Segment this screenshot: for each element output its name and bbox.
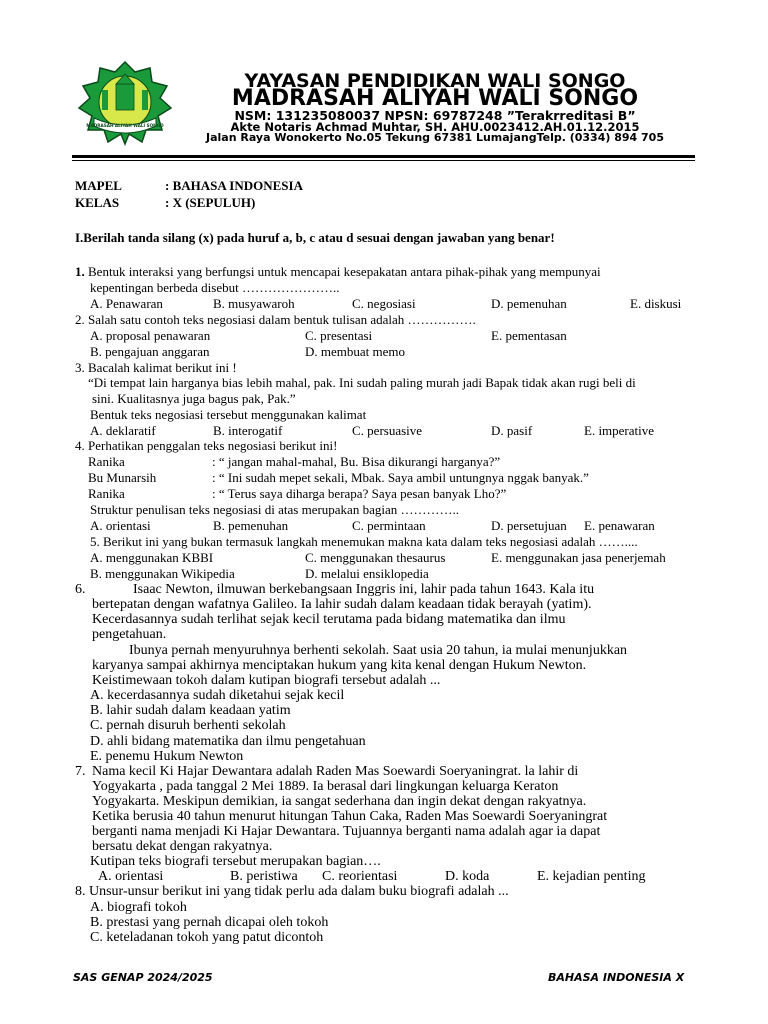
instruction: I.Berilah tanda silang (x) pada huruf a, b, c atau d sesuai dengan jawaban yang benar! — [75, 230, 555, 245]
question-3-quote-cont: sini. Kualitasnya juga bagus pak, Pak.” — [92, 391, 296, 406]
question-6-paragraph: Isaac Newton, ilmuwan berkebangsaan Inggris ini, lahir pada tahun 1643. Kala itu — [133, 582, 595, 597]
option-c: C. menggunakan thesaurus — [305, 550, 446, 565]
kelas-value: : X (SEPULUH) — [165, 195, 256, 210]
question-8: 8. Unsur-unsur berikut ini yang tidak perlu ada dalam buku biografi adalah ... — [75, 884, 509, 899]
option-d: D. membuat memo — [305, 344, 406, 359]
option-e: E. imperative — [584, 423, 655, 438]
dialog-speaker: Ranika — [88, 486, 125, 501]
option-d: D. pemenuhan — [491, 296, 567, 311]
option-d: D. ahli bidang matematika dan ilmu pengetahuan — [90, 734, 366, 749]
question-7-text: Yogyakarta , pada tanggal 2 Mei 1889. Ia berasal dari lingkungan keluarga Keraton — [92, 779, 559, 794]
school-address: Jalan Raya Wonokerto No.05 Tekung 67381 LumajangTelp. (0334) 894 705 — [206, 131, 664, 144]
question-text: Bentuk interaksi yang berfungsi untuk mencapai kesepakatan antara pihak-pihak yang mempunyai — [84, 264, 601, 279]
question-6-number: 6. — [75, 582, 86, 597]
option-b: B. interogatif — [213, 423, 283, 438]
option-d: D. melalui ensiklopedia — [305, 566, 429, 581]
question-7-number: 7. — [75, 764, 86, 779]
option-a: A. proposal penawaran — [90, 328, 211, 343]
logo-text: MADRASAH ALIYAH WALI SONGO — [86, 123, 164, 128]
option-a: A. biografi tokoh — [90, 900, 187, 915]
question-number: 1. — [75, 264, 85, 279]
question-7-text: bersatu dekat dengan rakyatnya. — [92, 839, 273, 854]
option-b: B. pemenuhan — [213, 518, 289, 533]
option-d: D. pasif — [491, 423, 533, 438]
option-e: E. penawaran — [584, 518, 655, 533]
option-e: E. pementasan — [491, 328, 567, 343]
footer-subject-label: BAHASA INDONESIA X — [548, 971, 685, 984]
question-7-text: Ketika berusia 40 tahun menurut hitungan Tahun Caka, Raden Mas Soewardi Soeryaningrat — [92, 809, 608, 824]
option-e: E. diskusi — [630, 296, 682, 311]
question-3-prompt: Bentuk teks negosiasi tersebut menggunakan kalimat — [90, 407, 367, 422]
header-divider — [72, 155, 695, 158]
school-logo — [72, 60, 178, 146]
dialog-line: : “ Ini sudah mepet sekali, Mbak. Saya ambil untungnya nggak banyak.” — [212, 470, 589, 485]
notary-deed: Akte Notaris Achmad Muhtar, SH. AHU.0023412.AH.01.12.2015 — [230, 120, 640, 134]
mapel-label: MAPEL — [75, 178, 122, 193]
option-b: B. lahir sudah dalam keadaan yatim — [90, 703, 291, 718]
dialog-line: : “ Terus saya diharga berapa? Saya pesan banyak Lho?” — [212, 486, 507, 501]
dialog-speaker: Ranika — [88, 454, 125, 469]
option-a: A. orientasi — [90, 518, 151, 533]
footer-exam-label: SAS GENAP 2024/2025 — [73, 971, 213, 984]
question-1-cont: kepentingan berbeda disebut ………………….. — [90, 280, 340, 295]
option-e: E. menggunakan jasa penerjemah — [491, 550, 666, 565]
option-a: A. kecerdasannya sudah diketahui sejak kecil — [90, 688, 345, 703]
question-7-text: Nama kecil Ki Hajar Dewantara adalah Raden Mas Soewardi Soeryaningrat. la lahir di — [92, 764, 579, 779]
dialog-line: : “ jangan mahal-mahal, Bu. Bisa dikurangi harganya?” — [212, 454, 501, 469]
question-5: 5. Berikut ini yang bukan termasuk langkah menemukan makna kata dalam teks negosiasi adalah …….... — [90, 534, 638, 549]
option-b: B. prestasi yang pernah dicapai oleh tokoh — [90, 915, 329, 930]
option-b: B. peristiwa — [230, 869, 298, 884]
question-6-paragraph: Kecerdasannya sudah terlihat sejak kecil terutama pada bidang matematika dan ilmu — [92, 612, 566, 627]
question-6-prompt: Keistimewaan tokoh dalam kutipan biografi tersebut adalah ... — [92, 673, 441, 688]
kelas-label: KELAS — [75, 195, 120, 210]
option-a: A. orientasi — [98, 869, 164, 884]
option-b: B. musyawaroh — [213, 296, 295, 311]
option-c: C. keteladanan tokoh yang patut dicontoh — [90, 930, 324, 945]
option-d: D. persetujuan — [491, 518, 567, 533]
option-c: C. permintaan — [352, 518, 426, 533]
school-name: MADRASAH ALIYAH WALI SONGO — [231, 86, 639, 111]
question-6-paragraph: pengetahuan. — [92, 627, 167, 642]
dialog-speaker: Bu Munarsih — [88, 470, 157, 485]
option-e: E. kejadian penting — [537, 869, 646, 884]
option-a: A. menggunakan KBBI — [90, 550, 214, 565]
question-2: 2. Salah satu contoh teks negosiasi dalam bentuk tulisan adalah ……………. — [75, 312, 476, 327]
question-4: 4. Perhatikan penggalan teks negosiasi berikut ini! — [75, 438, 338, 453]
option-d: D. koda — [445, 869, 490, 884]
question-4-prompt: Struktur penulisan teks negosiasi di atas merupakan bagian ………….. — [90, 502, 459, 517]
header-divider-thin — [72, 160, 695, 161]
option-e: E. penemu Hukum Newton — [90, 749, 244, 764]
option-c: C. persuasive — [352, 423, 423, 438]
option-a: A. deklaratif — [90, 423, 156, 438]
question-6-paragraph: Ibunya pernah menyuruhnya berhenti sekolah. Saat usia 20 tahun, ia mulai menunjukkan — [129, 643, 628, 658]
option-b: B. pengajuan anggaran — [90, 344, 210, 359]
question-6-paragraph: bertepatan dengan wafatnya Galileo. Ia lahir sudah dalam keadaan tidak berayah (yatim). — [92, 597, 592, 612]
mapel-value: : BAHASA INDONESIA — [165, 178, 303, 193]
question-1 — [75, 264, 601, 279]
question-7-prompt: Kutipan teks biografi tersebut merupakan bagian…. — [90, 854, 381, 869]
foundation-name: YAYASAN PENDIDIKAN WALI SONGO — [244, 70, 626, 92]
school-ids: NSM: 131235080037 NPSN: 69787248 ”Terakrreditasi B” — [234, 108, 636, 123]
option-c: C. negosiasi — [352, 296, 416, 311]
option-c: C. pernah disuruh berhenti sekolah — [90, 718, 286, 733]
option-c: C. presentasi — [305, 328, 373, 343]
option-b: B. menggunakan Wikipedia — [90, 566, 235, 581]
option-a: A. Penawaran — [90, 296, 163, 311]
question-7-text: berganti nama menjadi Ki Hajar Dewantara. Tujuannya berganti nama adalah agar ia dapat — [92, 824, 601, 839]
question-6-paragraph: karyanya sampai akhirnya menciptakan hukum yang kita kenal dengan Hukum Newton. — [92, 658, 587, 673]
question-3: 3. Bacalah kalimat berikut ini ! — [75, 360, 237, 375]
question-7-text: Yogyakarta. Meskipun demikian, ia sangat sederhana dan ingin dekat dengan rakyatnya. — [92, 794, 587, 809]
option-c: C. reorientasi — [322, 869, 398, 884]
question-3-quote: “Di tempat lain harganya bias lebih mahal, pak. Ini sudah paling murah jadi Bapak tidak akan rugi beli di — [88, 375, 636, 390]
